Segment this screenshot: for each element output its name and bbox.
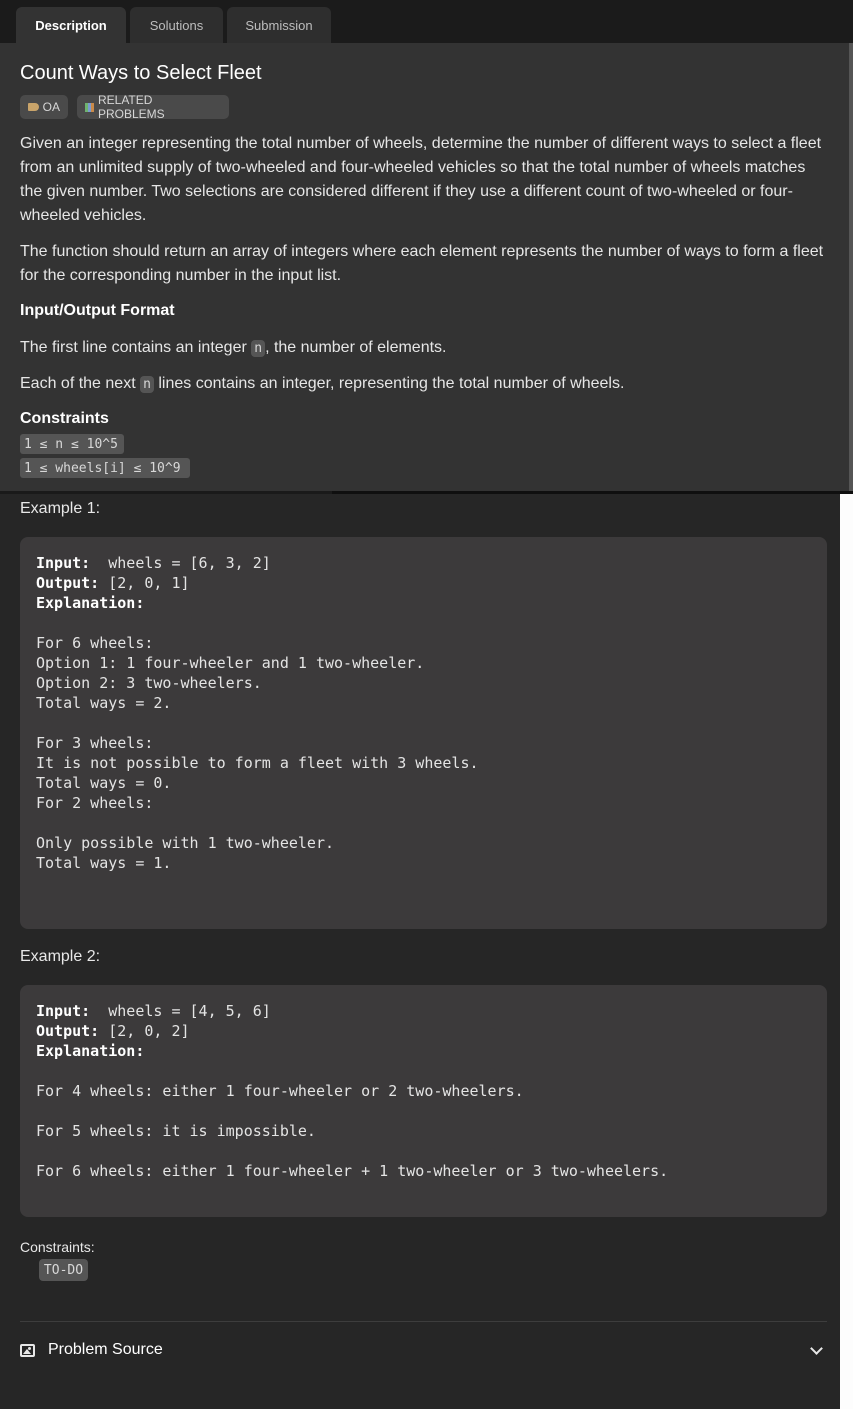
example-1-box — [20, 537, 827, 929]
input-value: wheels = [4, 5, 6] — [90, 1002, 271, 1020]
output-key: Output: — [36, 574, 100, 592]
io-line-2-text: Each of the next — [20, 375, 141, 392]
output-value: [2, 0, 1] — [99, 574, 190, 592]
input-key: Input: — [36, 1002, 91, 1020]
explanation-key: Explanation: — [36, 1042, 145, 1060]
chevron-down-icon[interactable] — [810, 1342, 823, 1355]
constraint-chip: 1 ≤ n ≤ 10^5 — [20, 434, 124, 454]
related-problems-badge[interactable] — [77, 95, 229, 119]
tab-description[interactable]: Description — [16, 7, 126, 43]
related-problems-label: RELATED PROBLEMS — [97, 93, 165, 121]
example-1-content — [36, 553, 811, 873]
io-line-1-text-end: , the number of elements. — [265, 339, 447, 356]
right-edge — [840, 494, 853, 1409]
tab-bar — [0, 0, 853, 43]
problem-title: Count Ways to Select Fleet — [20, 62, 262, 84]
image-icon — [20, 1344, 35, 1357]
constraint-chip: 1 ≤ wheels[i] ≤ 10^9 — [20, 458, 190, 478]
io-line-2-text-end: lines contains an integer, representing the total number of wheels. — [153, 375, 625, 392]
problem-source-toggle[interactable] — [20, 1336, 827, 1364]
books-icon — [85, 103, 94, 112]
inline-code-n: n — [251, 340, 265, 357]
io-line-2 — [20, 372, 624, 397]
input-key: Input: — [36, 554, 91, 572]
output-value: [2, 0, 2] — [99, 1022, 190, 1040]
explanation-key: Explanation: — [36, 594, 145, 612]
example-2-label: Example 2: — [20, 948, 101, 965]
tab-submission[interactable]: Submission — [227, 7, 331, 43]
todo-chip: TO-DO — [39, 1259, 88, 1281]
scrollbar[interactable] — [849, 43, 853, 491]
tab-solutions[interactable]: Solutions — [130, 7, 223, 43]
io-format-heading: Input/Output Format — [20, 302, 175, 319]
oa-badge-label: OA — [42, 100, 60, 114]
io-line-1-text: The first line contains an integer — [20, 339, 252, 356]
input-value: wheels = [6, 3, 2] — [90, 554, 271, 572]
return-paragraph: The function should return an array of integers where each element represents the number of ways to form a fleet for the corresponding number in the input list. — [20, 243, 824, 284]
explanation-text: For 6 wheels: Option 1: 1 four-wheeler and 1 two-wheeler. Option 2: 3 two-wheelers. Total ways = 2. For 3 wheels: It is not possible to form a fleet with 3 wheels. Total ways = 0. For 2 wheels: Only possible with 1 two-wheeler. Total ways = 1. — [36, 634, 479, 872]
output-key: Output: — [36, 1022, 100, 1040]
constraints-heading: Constraints — [20, 410, 109, 427]
io-line-1 — [20, 336, 447, 361]
constraints-label: Constraints: — [20, 1239, 95, 1255]
example-2-box — [20, 985, 827, 1217]
tag-icon — [28, 103, 39, 111]
oa-badge[interactable] — [20, 95, 68, 119]
example-2-content — [36, 1001, 811, 1181]
description-paragraph: Given an integer representing the total number of wheels, determine the number of different ways to select a fleet from an unlimited supply of two-wheeled and four-wheeled vehicles so that the total number of wheels matches the given number. Two selections are considered different if they use a different count of two-wheeled or four-wheeled vehicles. — [20, 135, 822, 224]
divider — [20, 1321, 827, 1322]
inline-code-n: n — [140, 376, 154, 393]
example-1-label: Example 1: — [20, 500, 101, 517]
explanation-text: For 4 wheels: either 1 four-wheeler or 2 two-wheelers. For 5 wheels: it is impossible. For 6 wheels: either 1 four-wheeler + 1 two-wheeler or 3 two-wheelers. — [36, 1082, 669, 1180]
problem-source-label: Problem Source — [48, 1341, 163, 1358]
